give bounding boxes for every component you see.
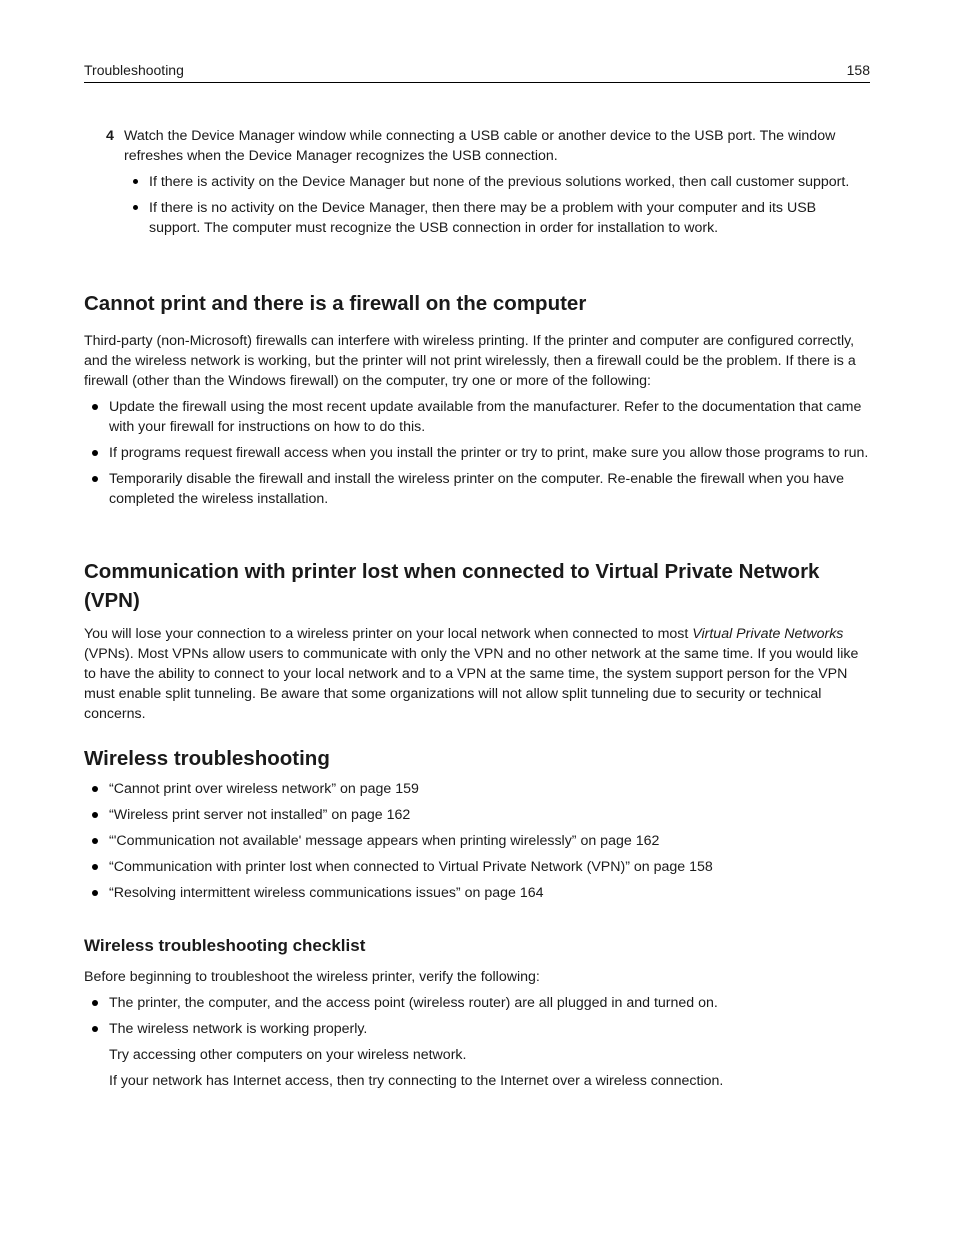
section-heading: Wireless troubleshooting <box>84 747 330 770</box>
list-item: Update the firewall using the most recent update available from the manufacturer. Refer to the documentation that came with your firewall for instructions on how to do this. <box>84 397 870 437</box>
section-intro: Third-party (non-Microsoft) firewalls can interfere with wireless printing. If the printer and computer are configured correctly, and the wireless network is working, but the printer will not print wirelessly, then a firewall could be the problem. If there is a firewall (other than the Windows firewall) on the computer, try one or more of the following: <box>84 333 856 389</box>
cross-reference-link[interactable]: “Wireless print server not installed” on page 162 <box>84 805 870 825</box>
note-text: If your network has Internet access, then try connecting to the Internet over a wireless connection. <box>109 1073 724 1089</box>
bullet-list <box>84 993 870 1039</box>
step-text: Watch the Device Manager window while connecting a USB cable or another device to the USB port. The window refreshes when the Device Manager recognizes the USB connection. <box>124 128 836 164</box>
list-item: The printer, the computer, and the access point (wireless router) are all plugged in and turned on. <box>84 993 870 1013</box>
cross-reference-link[interactable]: “Resolving intermittent wireless communications issues” on page 164 <box>84 883 870 903</box>
page-header <box>84 60 870 83</box>
firewall-section <box>84 290 870 515</box>
paragraph-text: You will lose your connection to a wireless printer on your local network when connected to most <box>84 626 693 642</box>
header-section-title: Troubleshooting <box>84 62 184 78</box>
cross-reference-link[interactable]: “Communication with printer lost when connected to Virtual Private Network (VPN)” on page 158 <box>84 857 870 877</box>
paragraph-text: (VPNs). Most VPNs allow users to communicate with only the VPN and no other network at the same time. If you would like to have the ability to connect to your local network and to a VPN at the same time, the system support person for the VPN must enable split tunneling. Be aware that some organizations will not allow split tunneling due to security or technical concerns. <box>84 646 859 722</box>
section-intro: Before beginning to troubleshoot the wireless printer, verify the following: <box>84 969 540 985</box>
checklist-section <box>84 935 870 1091</box>
step-bullet-list <box>124 172 870 238</box>
link-list <box>84 779 870 903</box>
list-item: If there is activity on the Device Manager but none of the previous solutions worked, then call customer support. <box>124 172 870 192</box>
cross-reference-link[interactable]: “Cannot print over wireless network” on page 159 <box>84 779 870 799</box>
section-heading: Communication with printer lost when connected to Virtual Private Network (VPN) <box>84 560 820 612</box>
section-paragraph <box>84 624 870 724</box>
list-item: Temporarily disable the firewall and install the wireless printer on the computer. Re-enable the firewall when you have completed the wireless installation. <box>84 469 870 509</box>
list-item: If there is no activity on the Device Manager, then there may be a problem with your computer and its USB support. The computer must recognize the USB connection in order for installation to work. <box>124 198 870 238</box>
paragraph-emphasis: Virtual Private Networks <box>692 626 844 642</box>
wireless-section <box>84 745 870 909</box>
note-text: Try accessing other computers on your wireless network. <box>109 1047 467 1063</box>
section-heading: Cannot print and there is a firewall on the computer <box>84 292 587 315</box>
list-item: If programs request firewall access when you install the printer or try to print, make sure you allow those programs to run. <box>84 443 870 463</box>
list-item: The wireless network is working properly. <box>84 1019 870 1039</box>
step-number: 4 <box>106 128 114 144</box>
bullet-list <box>84 397 870 509</box>
cross-reference-link[interactable]: “'Communication not available' message appears when printing wirelessly” on page 162 <box>84 831 870 851</box>
vpn-section <box>84 557 870 724</box>
step-4 <box>84 126 870 244</box>
subsection-heading: Wireless troubleshooting checklist <box>84 936 366 955</box>
header-page-number: 158 <box>846 62 870 78</box>
